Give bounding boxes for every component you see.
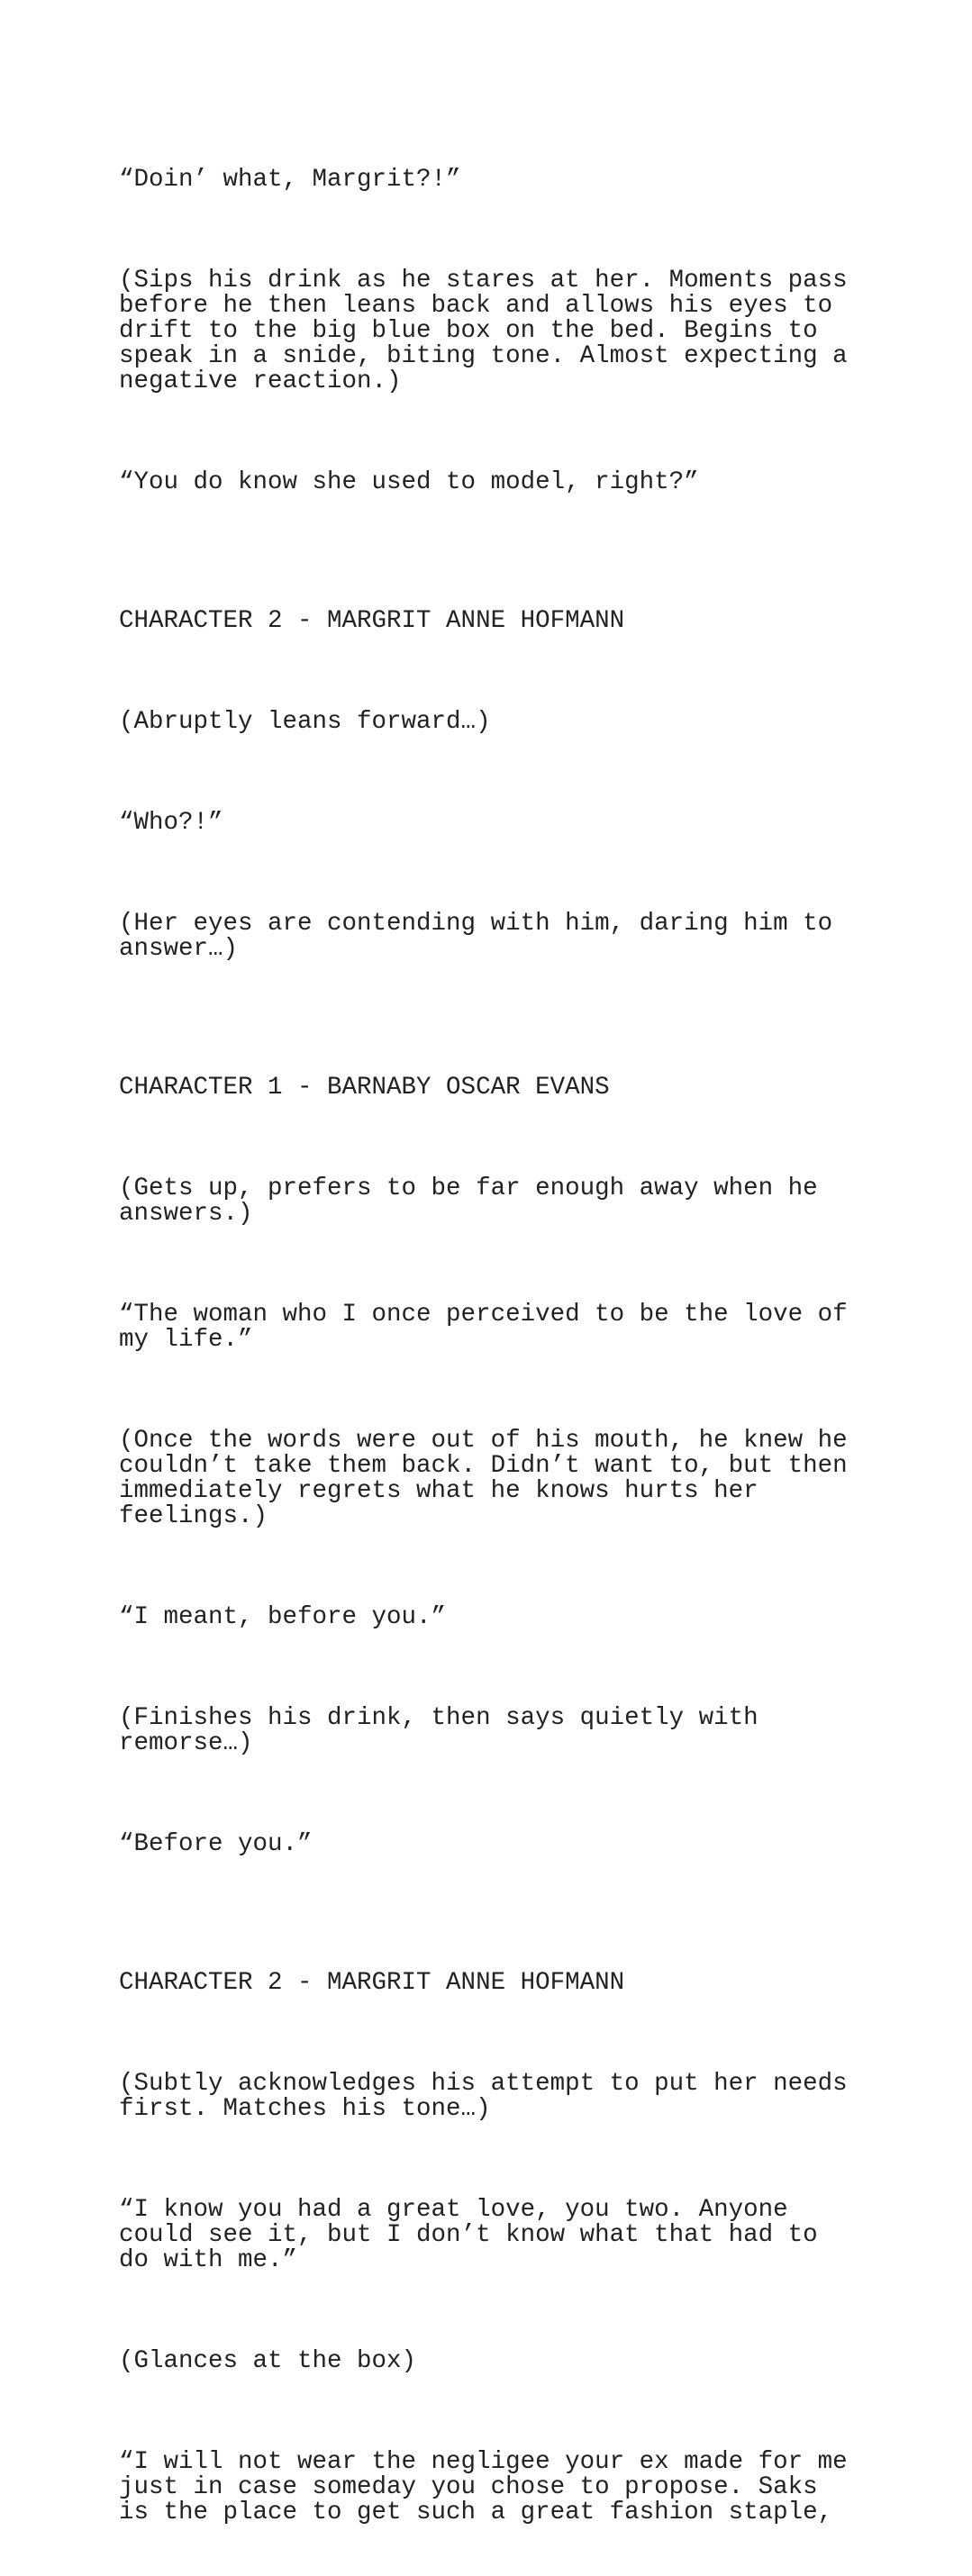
dialogue-line: “You do know she used to model, right?” xyxy=(119,468,699,496)
stage-direction: (Once the words were out of his mouth, he knew he couldn’t take them back. Didn’t want to, but then immediately regrets what he knows hurts her feelings.) xyxy=(119,1427,848,1530)
script-page xyxy=(119,117,912,2576)
dialogue-line: “I know you had a great love, you two. Anyone could see it, but I don’t know what that had to do with me.” xyxy=(119,2196,818,2274)
character-heading: CHARACTER 1 - BARNABY OSCAR EVANS xyxy=(119,1074,610,1102)
character-heading: CHARACTER 2 - MARGRIT ANNE HOFMANN xyxy=(119,1969,625,1997)
stage-direction: (Sips his drink as he stares at her. Moments pass before he then leans back and allows his eyes to drift to the big blue box on the bed. Begins to speak in a snide, biting tone. Almost expecting a negative reaction.) xyxy=(119,267,848,395)
dialogue-line: “The woman who I once perceived to be the love of my life.” xyxy=(119,1301,848,1354)
character-heading: CHARACTER 2 - MARGRIT ANNE HOFMANN xyxy=(119,607,625,635)
dialogue-line: “I meant, before you.” xyxy=(119,1603,447,1631)
stage-direction: (Glances at the box) xyxy=(119,2347,417,2375)
dialogue-line: “I will not wear the negligee your ex made for me just in case someday you chose to propose. Saks is the place to get such a great fashion staple, xyxy=(119,2448,848,2526)
stage-direction: (Her eyes are contending with him, daring him to answer…) xyxy=(119,910,833,963)
stage-direction: (Subtly acknowledges his attempt to put her needs first. Matches his tone…) xyxy=(119,2070,848,2123)
dialogue-line: “Doin’ what, Margrit?!” xyxy=(119,166,461,194)
stage-direction: (Finishes his drink, then says quietly with remorse…) xyxy=(119,1704,759,1757)
dialogue-line: “Before you.” xyxy=(119,1830,313,1858)
stage-direction: (Abruptly leans forward…) xyxy=(119,708,491,736)
stage-direction: (Gets up, prefers to be far enough away when he answers.) xyxy=(119,1175,818,1228)
dialogue-line: “Who?!” xyxy=(119,809,223,837)
